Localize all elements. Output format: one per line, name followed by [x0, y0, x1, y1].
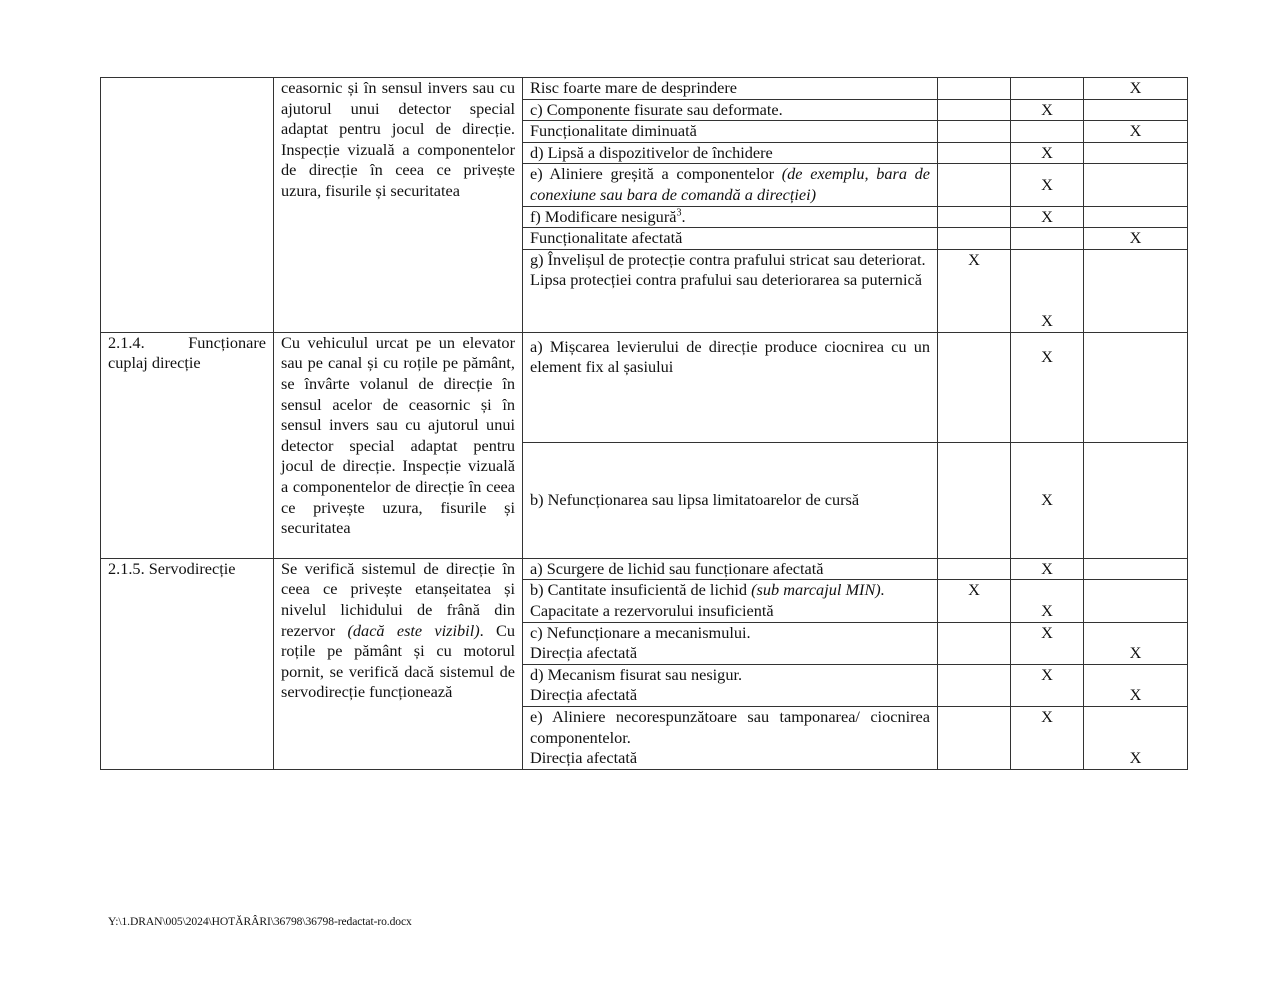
mark-dangerous: X — [1084, 121, 1188, 143]
deficiency-g: g) Învelișul de protecție contra prafului stricat sau deteriorat. Lipsa protecției contra prafului sau deteriorarea sa puternică — [523, 249, 938, 332]
deficiency-e: e) Aliniere greșită a componentelor (de exemplu, bara de conexiune sau bara de comandă a direcției) — [523, 164, 938, 206]
mark-dangerous: X — [1084, 664, 1188, 706]
mark-major: X — [1011, 164, 1084, 206]
deficiency-2-1-5-d: d) Mecanism fisurat sau nesigur. Direcția afectată — [523, 664, 938, 706]
deficiency-2-1-5-e: e) Aliniere necorespunzătoare sau tamponarea/ ciocnirea componentelor. Direcția afectată — [523, 706, 938, 769]
deficiency-risc: Risc foarte mare de desprindere — [523, 78, 938, 100]
mark-major: X — [1011, 706, 1084, 769]
mark-major: X — [1011, 580, 1084, 622]
mark-minor: X — [938, 249, 1011, 332]
mark-major: X — [1011, 249, 1084, 332]
item-cell-empty — [101, 78, 274, 333]
mark-dangerous: X — [1084, 228, 1188, 250]
mark-major: X — [1011, 622, 1084, 664]
mark-major: X — [1011, 332, 1084, 442]
deficiency-2-1-5-c: c) Nefuncționare a mecanismului. Direcția afectată — [523, 622, 938, 664]
procedure-2-1-5: Se verifică sistemul de direcție în ceea ce privește etanșeitatea și nivelul lichidului de frână din rezervor (dacă este vizibil). Cu roțile pe pământ și cu motorul pornit, se verifică dacă sistemul de servodirecție funcționează — [274, 558, 523, 769]
mark-major: X — [1011, 142, 1084, 164]
deficiency-2-1-5-a: a) Scurgere de lichid sau funcționare afectată — [523, 558, 938, 580]
procedure-cell: ceasornic și în sensul invers sau cu ajutorul unui detector special adaptat pentru jocul de direcție. Inspecție vizuală a componentelor de direcție în ceea ce privește uzura, fisurile și securitatea — [274, 78, 523, 333]
file-path-footer: Y:\1.DRAN\005\2024\HOTĂRÂRI\36798\36798-redactat-ro.docx — [108, 915, 412, 928]
item-2-1-4: 2.1.4. Funcționare cuplaj direcție — [101, 332, 274, 558]
mark-minor: X — [938, 580, 1011, 622]
mark-major: X — [1011, 206, 1084, 228]
deficiency-c: c) Componente fisurate sau deformate. — [523, 99, 938, 121]
mark-major: X — [1011, 664, 1084, 706]
deficiency-2-1-5-b: b) Cantitate insuficientă de lichid (sub marcajul MIN). Capacitate a rezervorului insuficientă — [523, 580, 938, 622]
mark-major: X — [1011, 558, 1084, 580]
mark-dangerous: X — [1084, 706, 1188, 769]
item-2-1-5: 2.1.5. Servodirecție — [101, 558, 274, 769]
deficiency-2-1-4-b: b) Nefuncționarea sau lipsa limitatoarelor de cursă — [523, 442, 938, 558]
procedure-2-1-4: Cu vehiculul urcat pe un elevator sau pe canal și cu roțile pe pământ, se învârte volanul de direcție în sensul acelor de ceasornic și în sensul invers sau cu ajutorul unui detector special adaptat pentru jocul de direcție. Inspecție vizuală a componentelor de direcție în ceea ce privește uzura, fisurile și securitatea — [274, 332, 523, 558]
mark-major: X — [1011, 442, 1084, 558]
deficiency-d: d) Lipsă a dispozitivelor de închidere — [523, 142, 938, 164]
mark-dangerous: X — [1084, 78, 1188, 100]
mark-major: X — [1011, 99, 1084, 121]
deficiency-f-effect: Funcționalitate afectată — [523, 228, 938, 250]
mark-dangerous: X — [1084, 622, 1188, 664]
deficiency-f: f) Modificare nesigură$^3$. — [523, 206, 938, 228]
inspection-table — [100, 77, 1188, 770]
deficiency-2-1-4-a: a) Mișcarea levierului de direcție produce ciocnirea cu un element fix al șasiului — [523, 332, 938, 442]
deficiency-c-effect: Funcționalitate diminuată — [523, 121, 938, 143]
